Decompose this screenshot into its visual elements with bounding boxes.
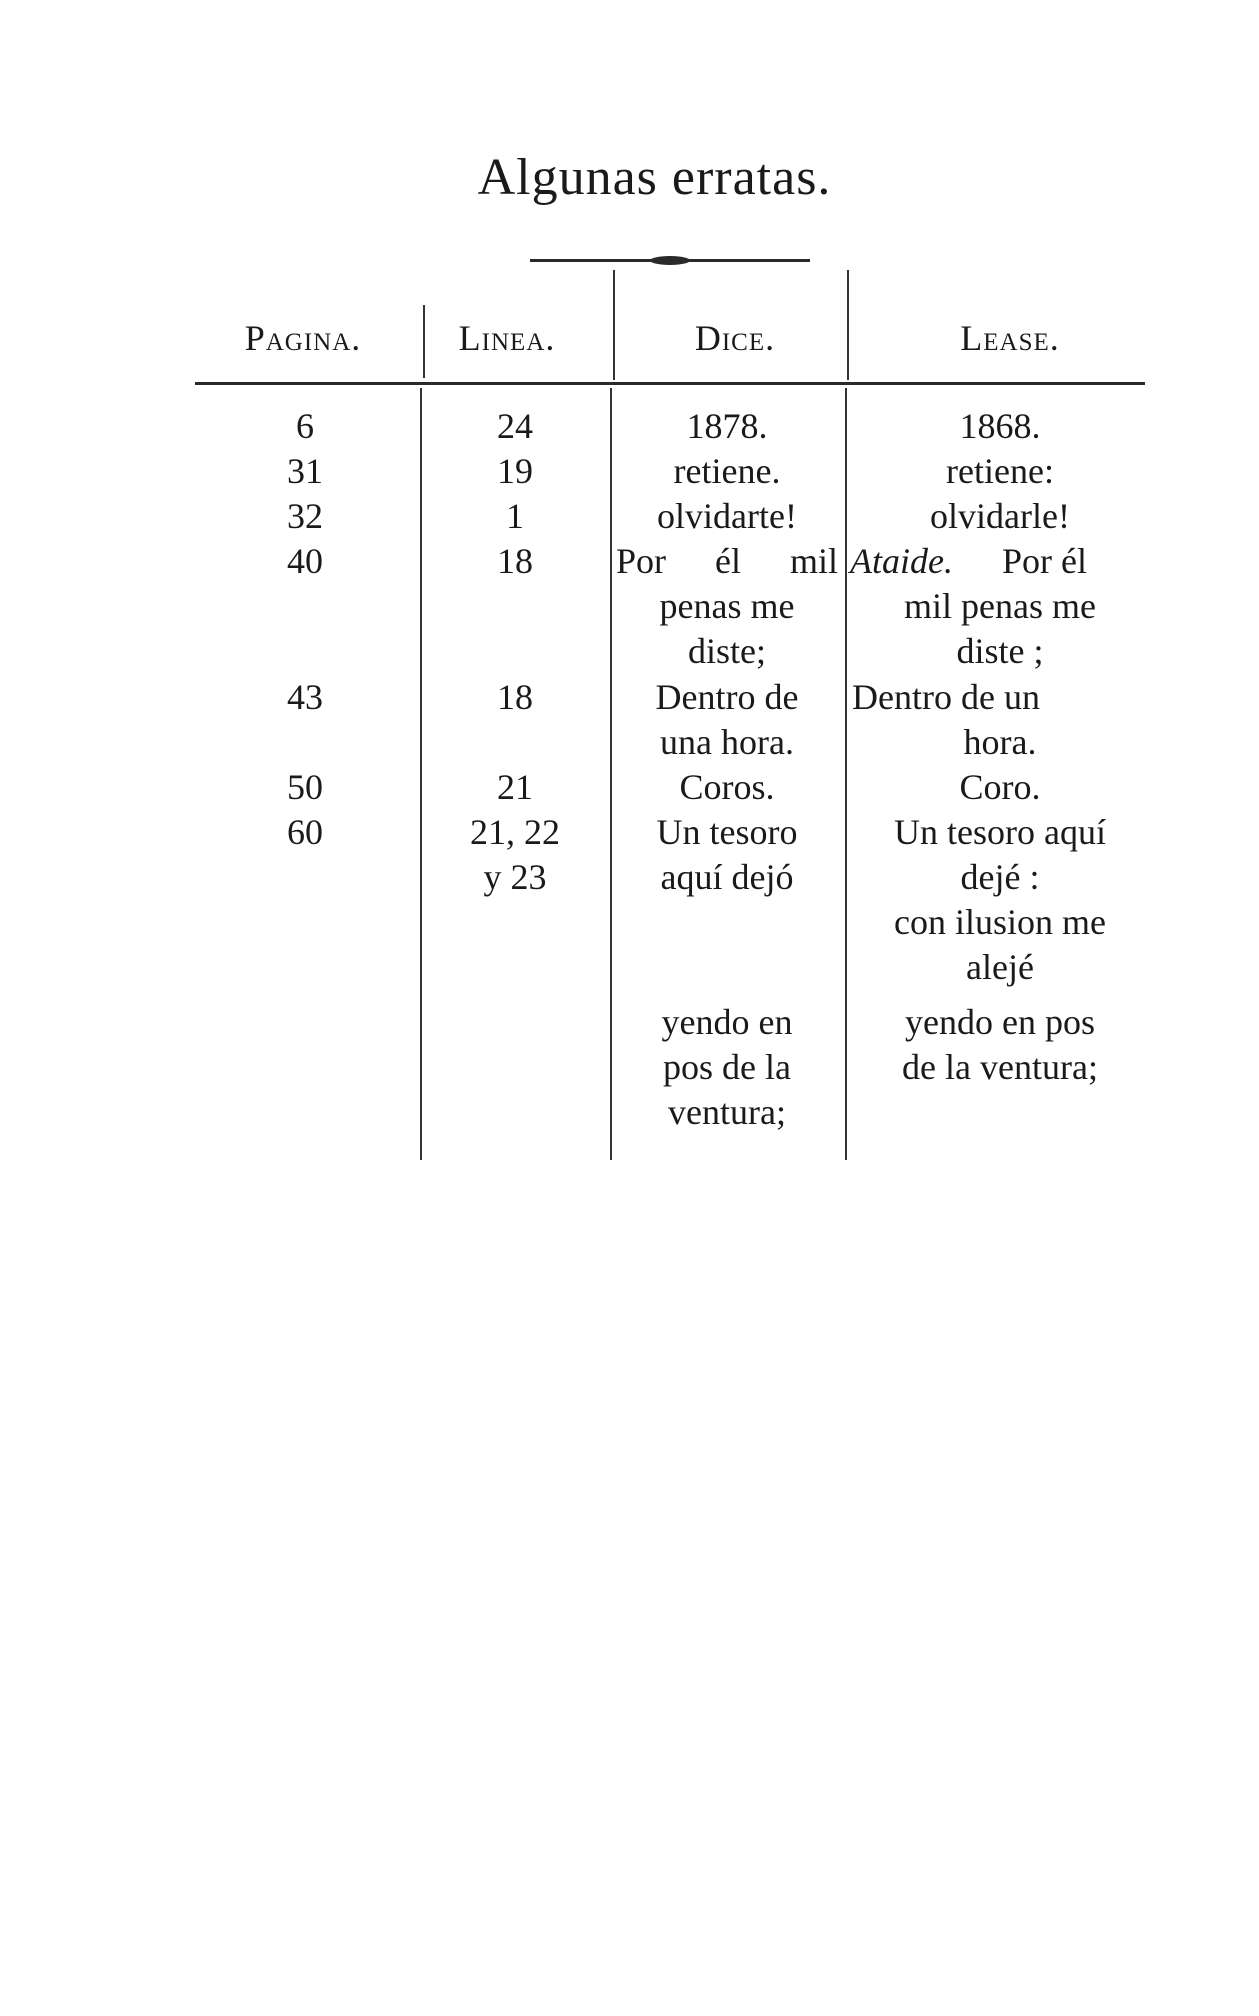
dice-cell: ventura;: [668, 1092, 786, 1132]
column-divider-1: [420, 388, 422, 1160]
linea-cell: 24: [497, 406, 533, 446]
linea-cell: 19: [497, 451, 533, 491]
pagina-cell: 60: [287, 812, 323, 852]
lease-cell: Un tesoro aquí: [894, 812, 1106, 852]
lease-cell: con ilusion me: [894, 902, 1106, 942]
header-pagina: Pagina.: [244, 318, 362, 358]
pagina-cell: 32: [287, 496, 323, 536]
dice-cell: Un tesoro: [656, 812, 798, 852]
lease-italic-name: Ataide.: [850, 541, 953, 581]
linea-cell: 18: [497, 541, 533, 581]
pagina-cell: 6: [296, 406, 314, 446]
dice-cell: Coros.: [679, 767, 775, 807]
dice-cell: aquí dejó: [660, 857, 794, 897]
lease-cell: Coro.: [959, 767, 1041, 807]
header-dice: Dice.: [694, 318, 776, 358]
lease-cell: retiene:: [946, 451, 1054, 491]
dice-cell: penas me: [659, 586, 795, 626]
linea-cell: y 23: [483, 857, 547, 897]
page-title: Algunas erratas.: [477, 149, 832, 206]
lease-cell: olvidarle!: [930, 496, 1070, 536]
column-divider-header-1: [423, 305, 425, 378]
dice-cell: pos de la: [663, 1047, 791, 1087]
lease-text: Por él: [992, 541, 1087, 581]
lease-cell: dejé :: [960, 857, 1040, 897]
pagina-cell: 43: [287, 677, 323, 717]
lease-cell: Dentro de un: [852, 677, 1040, 717]
header-linea: Linea.: [458, 318, 556, 358]
lease-cell: [850, 539, 1145, 584]
dice-cell: diste;: [688, 631, 766, 671]
linea-cell: 21, 22: [470, 812, 560, 852]
lease-cell: mil penas me: [904, 586, 1096, 626]
title-rule: [530, 259, 810, 262]
linea-cell: 21: [497, 767, 533, 807]
dice-cell: yendo en: [661, 1002, 793, 1042]
linea-cell: 1: [506, 496, 524, 536]
dice-cell: Dentro de: [655, 677, 799, 717]
column-divider-header-3: [847, 270, 849, 380]
dice-cell: una hora.: [660, 722, 794, 762]
column-divider-2: [610, 388, 612, 1160]
column-divider-3: [845, 388, 847, 1160]
pagina-cell: 31: [287, 451, 323, 491]
lease-cell: hora.: [963, 722, 1037, 762]
column-divider-header-2: [613, 270, 615, 380]
lease-cell: diste ;: [956, 631, 1044, 671]
lease-cell: de la ventura;: [902, 1047, 1098, 1087]
dice-cell: retiene.: [673, 451, 781, 491]
dice-cell: Por él mil: [616, 541, 838, 581]
dice-cell: 1878.: [686, 406, 768, 446]
header-lease: Lease.: [960, 318, 1060, 358]
lease-cell: alejé: [966, 947, 1034, 987]
pagina-cell: 40: [287, 541, 323, 581]
dice-cell: olvidarte!: [657, 496, 797, 536]
linea-cell: 18: [497, 677, 533, 717]
pagina-cell: 50: [287, 767, 323, 807]
header-rule: [195, 382, 1145, 385]
lease-cell: yendo en pos: [905, 1002, 1095, 1042]
lease-cell: 1868.: [959, 406, 1041, 446]
